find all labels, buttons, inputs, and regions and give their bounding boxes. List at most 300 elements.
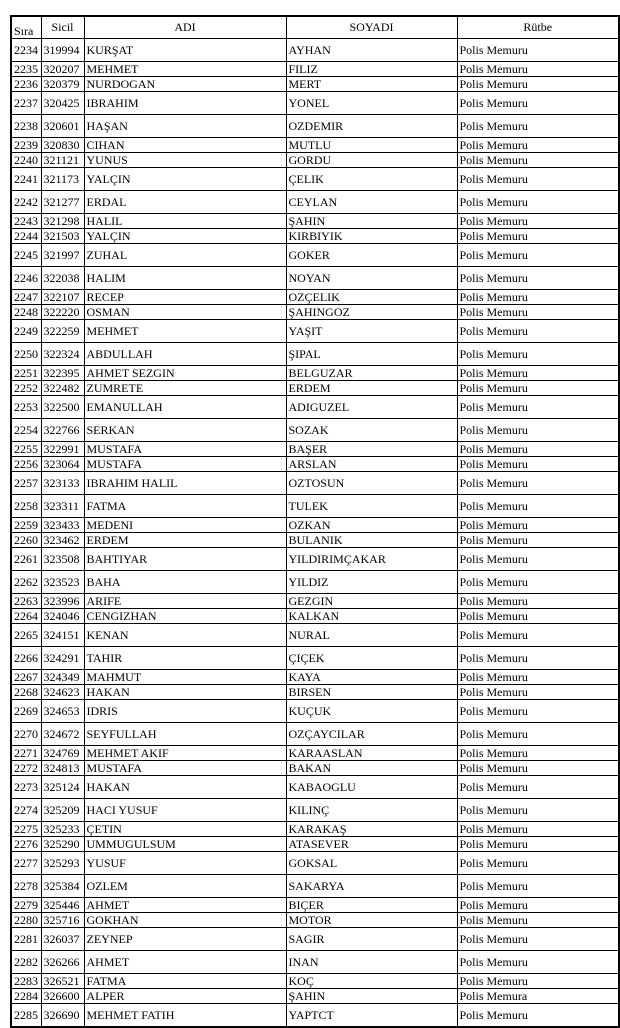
cell-soyadi: GOKSAL xyxy=(286,852,457,875)
cell-adi: AHMET xyxy=(84,951,286,974)
cell-sira: 2234 xyxy=(11,39,41,62)
cell-soyadi: ARSLAN xyxy=(286,457,457,472)
cell-sira: 2259 xyxy=(11,518,41,533)
cell-adi: AHMET xyxy=(84,898,286,913)
cell-soyadi: OZKAN xyxy=(286,518,457,533)
cell-adi: MEHMET xyxy=(84,62,286,77)
cell-adi: BAHTIYAR xyxy=(84,548,286,571)
cell-sira: 2239 xyxy=(11,138,41,153)
cell-sira: 2252 xyxy=(11,381,41,396)
cell-soyadi: ŞAHIN xyxy=(286,214,457,229)
cell-soyadi: KARAASLAN xyxy=(286,746,457,761)
cell-sicil: 323996 xyxy=(41,594,84,609)
table-row xyxy=(11,989,619,1004)
cell-sira: 2267 xyxy=(11,670,41,685)
cell-rutbe: Polis Memuru xyxy=(457,138,619,153)
cell-sicil: 326600 xyxy=(41,989,84,1004)
cell-rutbe: Polis Memuru xyxy=(457,457,619,472)
cell-adi: HAŞAN xyxy=(84,115,286,138)
cell-sicil: 325384 xyxy=(41,875,84,898)
table-row xyxy=(11,366,619,381)
cell-sira: 2237 xyxy=(11,92,41,115)
table-row xyxy=(11,647,619,670)
cell-sira: 2268 xyxy=(11,685,41,700)
table-row xyxy=(11,77,619,92)
cell-sira: 2247 xyxy=(11,290,41,305)
cell-adi: EMANULLAH xyxy=(84,396,286,419)
table-row xyxy=(11,822,619,837)
cell-rutbe: Polis Memuru xyxy=(457,343,619,366)
cell-soyadi: BAKAN xyxy=(286,761,457,776)
cell-soyadi: OZDEMIR xyxy=(286,115,457,138)
cell-adi: GOKHAN xyxy=(84,913,286,928)
cell-rutbe: Polis Memuru xyxy=(457,214,619,229)
cell-sicil: 321173 xyxy=(41,168,84,191)
table-row xyxy=(11,913,619,928)
cell-sira: 2236 xyxy=(11,77,41,92)
cell-soyadi: ŞAHIN xyxy=(286,989,457,1004)
cell-soyadi: YILDIZ xyxy=(286,571,457,594)
cell-adi: FATMA xyxy=(84,974,286,989)
cell-sicil: 324813 xyxy=(41,761,84,776)
cell-soyadi: KIRBIYIK xyxy=(286,229,457,244)
cell-sicil: 322766 xyxy=(41,419,84,442)
cell-sira: 2278 xyxy=(11,875,41,898)
personnel-table xyxy=(10,15,620,1028)
cell-sira: 2254 xyxy=(11,419,41,442)
table-row xyxy=(11,153,619,168)
table-row xyxy=(11,761,619,776)
table-row xyxy=(11,852,619,875)
cell-soyadi: KOÇ xyxy=(286,974,457,989)
cell-rutbe: Polis Memuru xyxy=(457,609,619,624)
cell-sicil: 323433 xyxy=(41,518,84,533)
cell-rutbe: Polis Memuru xyxy=(457,685,619,700)
cell-sira: 2276 xyxy=(11,837,41,852)
cell-adi: ERDAL xyxy=(84,191,286,214)
cell-sira: 2245 xyxy=(11,244,41,267)
cell-adi: AHMET SEZGIN xyxy=(84,366,286,381)
cell-sicil: 326266 xyxy=(41,951,84,974)
cell-soyadi: KALKAN xyxy=(286,609,457,624)
cell-rutbe: Polis Memuru xyxy=(457,548,619,571)
cell-rutbe: Polis Memuru xyxy=(457,647,619,670)
cell-sicil: 325446 xyxy=(41,898,84,913)
table-row xyxy=(11,495,619,518)
cell-sicil: 324151 xyxy=(41,624,84,647)
cell-rutbe: Polis Memuru xyxy=(457,571,619,594)
cell-soyadi: YAPTCT xyxy=(286,1004,457,1028)
cell-sicil: 324291 xyxy=(41,647,84,670)
cell-soyadi: TULEK xyxy=(286,495,457,518)
cell-soyadi: MUTLU xyxy=(286,138,457,153)
cell-adi: HAKAN xyxy=(84,776,286,799)
cell-soyadi: NURAL xyxy=(286,624,457,647)
cell-sicil: 322107 xyxy=(41,290,84,305)
cell-adi: ABDULLAH xyxy=(84,343,286,366)
cell-rutbe: Polis Memuru xyxy=(457,381,619,396)
cell-sicil: 323508 xyxy=(41,548,84,571)
cell-sira: 2253 xyxy=(11,396,41,419)
cell-sicil: 322991 xyxy=(41,442,84,457)
cell-sicil: 320830 xyxy=(41,138,84,153)
cell-adi: OSMAN xyxy=(84,305,286,320)
cell-adi: ERDEM xyxy=(84,533,286,548)
table-row xyxy=(11,518,619,533)
cell-sira: 2275 xyxy=(11,822,41,837)
cell-sira: 2241 xyxy=(11,168,41,191)
cell-adi: CIHAN xyxy=(84,138,286,153)
cell-rutbe: Polis Memuru xyxy=(457,700,619,723)
cell-sicil: 326690 xyxy=(41,1004,84,1028)
cell-rutbe: Polis Memuru xyxy=(457,153,619,168)
cell-soyadi: KARAKAŞ xyxy=(286,822,457,837)
table-row xyxy=(11,928,619,951)
table-row xyxy=(11,837,619,852)
cell-adi: HAKAN xyxy=(84,685,286,700)
cell-sicil: 325293 xyxy=(41,852,84,875)
cell-adi: MAHMUT xyxy=(84,670,286,685)
cell-adi: RECEP xyxy=(84,290,286,305)
cell-adi: MUSTAFA xyxy=(84,442,286,457)
cell-rutbe: Polis Memura xyxy=(457,989,619,1004)
table-row xyxy=(11,320,619,343)
table-row xyxy=(11,115,619,138)
table-body xyxy=(11,39,619,1028)
cell-soyadi: BIÇER xyxy=(286,898,457,913)
cell-adi: YALÇIN xyxy=(84,168,286,191)
cell-rutbe: Polis Memuru xyxy=(457,62,619,77)
cell-sira: 2242 xyxy=(11,191,41,214)
cell-adi: ALPER xyxy=(84,989,286,1004)
cell-sicil: 324046 xyxy=(41,609,84,624)
cell-adi: CENGIZHAN xyxy=(84,609,286,624)
cell-sira: 2279 xyxy=(11,898,41,913)
cell-rutbe: Polis Memuru xyxy=(457,442,619,457)
cell-rutbe: Polis Memuru xyxy=(457,305,619,320)
cell-rutbe: Polis Memuru xyxy=(457,624,619,647)
cell-sira: 2249 xyxy=(11,320,41,343)
cell-sira: 2274 xyxy=(11,799,41,822)
cell-sira: 2257 xyxy=(11,472,41,495)
cell-sira: 2272 xyxy=(11,761,41,776)
cell-sicil: 323133 xyxy=(41,472,84,495)
cell-rutbe: Polis Memuru xyxy=(457,495,619,518)
cell-soyadi: KILINÇ xyxy=(286,799,457,822)
table-row xyxy=(11,533,619,548)
cell-sira: 2271 xyxy=(11,746,41,761)
table-row xyxy=(11,670,619,685)
cell-soyadi: YAŞIT xyxy=(286,320,457,343)
cell-sira: 2283 xyxy=(11,974,41,989)
cell-sira: 2255 xyxy=(11,442,41,457)
cell-soyadi: MOTOR xyxy=(286,913,457,928)
cell-sicil: 323462 xyxy=(41,533,84,548)
table-row xyxy=(11,951,619,974)
cell-adi: SERKAN xyxy=(84,419,286,442)
cell-adi: KENAN xyxy=(84,624,286,647)
header-sicil: Sicil xyxy=(41,16,84,39)
cell-rutbe: Polis Memuru xyxy=(457,320,619,343)
cell-sira: 2243 xyxy=(11,214,41,229)
cell-sicil: 321298 xyxy=(41,214,84,229)
cell-rutbe: Polis Memuru xyxy=(457,822,619,837)
cell-adi: MEDENI xyxy=(84,518,286,533)
cell-adi: TAHIR xyxy=(84,647,286,670)
cell-adi: ZEYNEP xyxy=(84,928,286,951)
cell-soyadi: AYHAN xyxy=(286,39,457,62)
table-row xyxy=(11,776,619,799)
table-row xyxy=(11,700,619,723)
table-row xyxy=(11,229,619,244)
cell-soyadi: SAGIR xyxy=(286,928,457,951)
table-row xyxy=(11,457,619,472)
cell-sira: 2264 xyxy=(11,609,41,624)
cell-rutbe: Polis Memuru xyxy=(457,837,619,852)
cell-adi: SEYFULLAH xyxy=(84,723,286,746)
cell-soyadi: OZTOSUN xyxy=(286,472,457,495)
cell-sira: 2248 xyxy=(11,305,41,320)
cell-sira: 2246 xyxy=(11,267,41,290)
table-header xyxy=(11,16,619,39)
table-row xyxy=(11,381,619,396)
cell-adi: YUSUF xyxy=(84,852,286,875)
cell-adi: IBRAHIM HALIL xyxy=(84,472,286,495)
cell-adi: HACI YUSUF xyxy=(84,799,286,822)
cell-sicil: 324623 xyxy=(41,685,84,700)
cell-soyadi: BULANIK xyxy=(286,533,457,548)
cell-sira: 2258 xyxy=(11,495,41,518)
cell-sira: 2266 xyxy=(11,647,41,670)
table-row xyxy=(11,442,619,457)
cell-adi: ZUMRETE xyxy=(84,381,286,396)
cell-rutbe: Polis Memuru xyxy=(457,723,619,746)
cell-soyadi: FILIZ xyxy=(286,62,457,77)
cell-sicil: 325233 xyxy=(41,822,84,837)
table-row xyxy=(11,723,619,746)
table-row xyxy=(11,168,619,191)
cell-soyadi: CEYLAN xyxy=(286,191,457,214)
table-row xyxy=(11,267,619,290)
cell-sicil: 324653 xyxy=(41,700,84,723)
cell-sira: 2270 xyxy=(11,723,41,746)
table-row xyxy=(11,799,619,822)
cell-sicil: 322038 xyxy=(41,267,84,290)
cell-sicil: 324672 xyxy=(41,723,84,746)
table-row xyxy=(11,419,619,442)
cell-soyadi: ÇELIK xyxy=(286,168,457,191)
table-row xyxy=(11,594,619,609)
cell-adi: MEHMET xyxy=(84,320,286,343)
cell-adi: ÇETIN xyxy=(84,822,286,837)
cell-soyadi: BIRSEN xyxy=(286,685,457,700)
cell-soyadi: YONEL xyxy=(286,92,457,115)
cell-sicil: 319994 xyxy=(41,39,84,62)
cell-soyadi: OZÇAYCILAR xyxy=(286,723,457,746)
cell-soyadi: GOKER xyxy=(286,244,457,267)
cell-rutbe: Polis Memuru xyxy=(457,670,619,685)
cell-soyadi: ERDEM xyxy=(286,381,457,396)
cell-sicil: 320379 xyxy=(41,77,84,92)
cell-sira: 2235 xyxy=(11,62,41,77)
cell-soyadi: BELGUZAR xyxy=(286,366,457,381)
cell-soyadi: GORDU xyxy=(286,153,457,168)
header-adi: ADI xyxy=(84,16,286,39)
cell-sicil: 320425 xyxy=(41,92,84,115)
cell-soyadi: SOZAK xyxy=(286,419,457,442)
cell-rutbe: Polis Memuru xyxy=(457,951,619,974)
cell-sira: 2260 xyxy=(11,533,41,548)
cell-soyadi: ŞAHINGOZ xyxy=(286,305,457,320)
cell-adi: KURŞAT xyxy=(84,39,286,62)
cell-rutbe: Polis Memuru xyxy=(457,419,619,442)
table-row xyxy=(11,1004,619,1028)
cell-soyadi: YILDIRIMÇAKAR xyxy=(286,548,457,571)
header-sira: Sıra xyxy=(11,16,41,39)
table-row xyxy=(11,290,619,305)
cell-adi: MUSTAFA xyxy=(84,457,286,472)
cell-sicil: 321503 xyxy=(41,229,84,244)
cell-sicil: 325290 xyxy=(41,837,84,852)
header-rutbe: Rütbe xyxy=(457,16,619,39)
cell-sicil: 321121 xyxy=(41,153,84,168)
cell-rutbe: Polis Memuru xyxy=(457,115,619,138)
cell-rutbe: Polis Memuru xyxy=(457,761,619,776)
cell-rutbe: Polis Memuru xyxy=(457,472,619,495)
cell-rutbe: Polis Memuru xyxy=(457,852,619,875)
cell-rutbe: Polis Memuru xyxy=(457,928,619,951)
cell-rutbe: Polis Memuru xyxy=(457,191,619,214)
cell-rutbe: Polis Memuru xyxy=(457,1004,619,1028)
cell-rutbe: Polis Memuru xyxy=(457,77,619,92)
cell-soyadi: NOYAN xyxy=(286,267,457,290)
header-soyadi: SOYADI xyxy=(286,16,457,39)
table-row xyxy=(11,39,619,62)
cell-sicil: 321277 xyxy=(41,191,84,214)
cell-sicil: 321997 xyxy=(41,244,84,267)
table-row xyxy=(11,343,619,366)
cell-sicil: 322220 xyxy=(41,305,84,320)
cell-sicil: 323311 xyxy=(41,495,84,518)
cell-rutbe: Polis Memuru xyxy=(457,518,619,533)
cell-soyadi: ATASEVER xyxy=(286,837,457,852)
table-row xyxy=(11,974,619,989)
cell-rutbe: Polis Memuru xyxy=(457,290,619,305)
cell-soyadi: ÇIÇEK xyxy=(286,647,457,670)
cell-adi: BAHA xyxy=(84,571,286,594)
cell-sicil: 322259 xyxy=(41,320,84,343)
cell-adi: HALIM xyxy=(84,267,286,290)
cell-sira: 2251 xyxy=(11,366,41,381)
cell-adi: HALIL xyxy=(84,214,286,229)
table-row xyxy=(11,548,619,571)
cell-soyadi: KAYA xyxy=(286,670,457,685)
header-row xyxy=(11,16,619,39)
table-row xyxy=(11,472,619,495)
cell-sicil: 326521 xyxy=(41,974,84,989)
cell-rutbe: Polis Memuru xyxy=(457,533,619,548)
cell-sira: 2238 xyxy=(11,115,41,138)
cell-rutbe: Polis Memuru xyxy=(457,898,619,913)
cell-sira: 2244 xyxy=(11,229,41,244)
cell-sicil: 325716 xyxy=(41,913,84,928)
cell-rutbe: Polis Memuru xyxy=(457,92,619,115)
cell-sira: 2262 xyxy=(11,571,41,594)
cell-sicil: 320207 xyxy=(41,62,84,77)
cell-adi: YUNUS xyxy=(84,153,286,168)
cell-adi: MUSTAFA xyxy=(84,761,286,776)
cell-sira: 2265 xyxy=(11,624,41,647)
cell-sira: 2282 xyxy=(11,951,41,974)
table-row xyxy=(11,62,619,77)
cell-soyadi: ŞIPAL xyxy=(286,343,457,366)
cell-soyadi: BAŞER xyxy=(286,442,457,457)
table-row xyxy=(11,92,619,115)
cell-adi: IDRIS xyxy=(84,700,286,723)
table-row xyxy=(11,138,619,153)
table-row xyxy=(11,609,619,624)
cell-soyadi: INAN xyxy=(286,951,457,974)
cell-sicil: 324349 xyxy=(41,670,84,685)
cell-adi: NURDOGAN xyxy=(84,77,286,92)
cell-sira: 2250 xyxy=(11,343,41,366)
cell-sicil: 322395 xyxy=(41,366,84,381)
cell-sira: 2285 xyxy=(11,1004,41,1028)
cell-adi: OZLEM xyxy=(84,875,286,898)
table-row xyxy=(11,898,619,913)
cell-sicil: 326037 xyxy=(41,928,84,951)
table-row xyxy=(11,396,619,419)
cell-rutbe: Polis Memuru xyxy=(457,799,619,822)
cell-sicil: 320601 xyxy=(41,115,84,138)
cell-sira: 2256 xyxy=(11,457,41,472)
cell-rutbe: Polis Memuru xyxy=(457,974,619,989)
cell-adi: ZUHAL xyxy=(84,244,286,267)
table-row xyxy=(11,571,619,594)
table-row xyxy=(11,214,619,229)
cell-adi: FATMA xyxy=(84,495,286,518)
cell-sira: 2280 xyxy=(11,913,41,928)
cell-rutbe: Polis Memuru xyxy=(457,244,619,267)
cell-sira: 2281 xyxy=(11,928,41,951)
cell-sicil: 322500 xyxy=(41,396,84,419)
cell-soyadi: KUÇUK xyxy=(286,700,457,723)
table-row xyxy=(11,624,619,647)
cell-rutbe: Polis Memuru xyxy=(457,746,619,761)
cell-sicil: 323064 xyxy=(41,457,84,472)
cell-soyadi: OZÇELIK xyxy=(286,290,457,305)
table-row xyxy=(11,685,619,700)
cell-adi: MEHMET AKIF xyxy=(84,746,286,761)
cell-adi: YALÇIN xyxy=(84,229,286,244)
cell-sira: 2277 xyxy=(11,852,41,875)
cell-soyadi: MERT xyxy=(286,77,457,92)
table-row xyxy=(11,746,619,761)
cell-rutbe: Polis Memuru xyxy=(457,396,619,419)
cell-sira: 2284 xyxy=(11,989,41,1004)
cell-sicil: 322324 xyxy=(41,343,84,366)
cell-rutbe: Polis Memuru xyxy=(457,267,619,290)
cell-sicil: 322482 xyxy=(41,381,84,396)
table-row xyxy=(11,244,619,267)
cell-rutbe: Polis Memuru xyxy=(457,594,619,609)
table-row xyxy=(11,305,619,320)
cell-rutbe: Polis Memuru xyxy=(457,229,619,244)
cell-rutbe: Polis Memuru xyxy=(457,776,619,799)
cell-rutbe: Polis Memuru xyxy=(457,913,619,928)
cell-rutbe: Polis Memuru xyxy=(457,366,619,381)
cell-sira: 2240 xyxy=(11,153,41,168)
